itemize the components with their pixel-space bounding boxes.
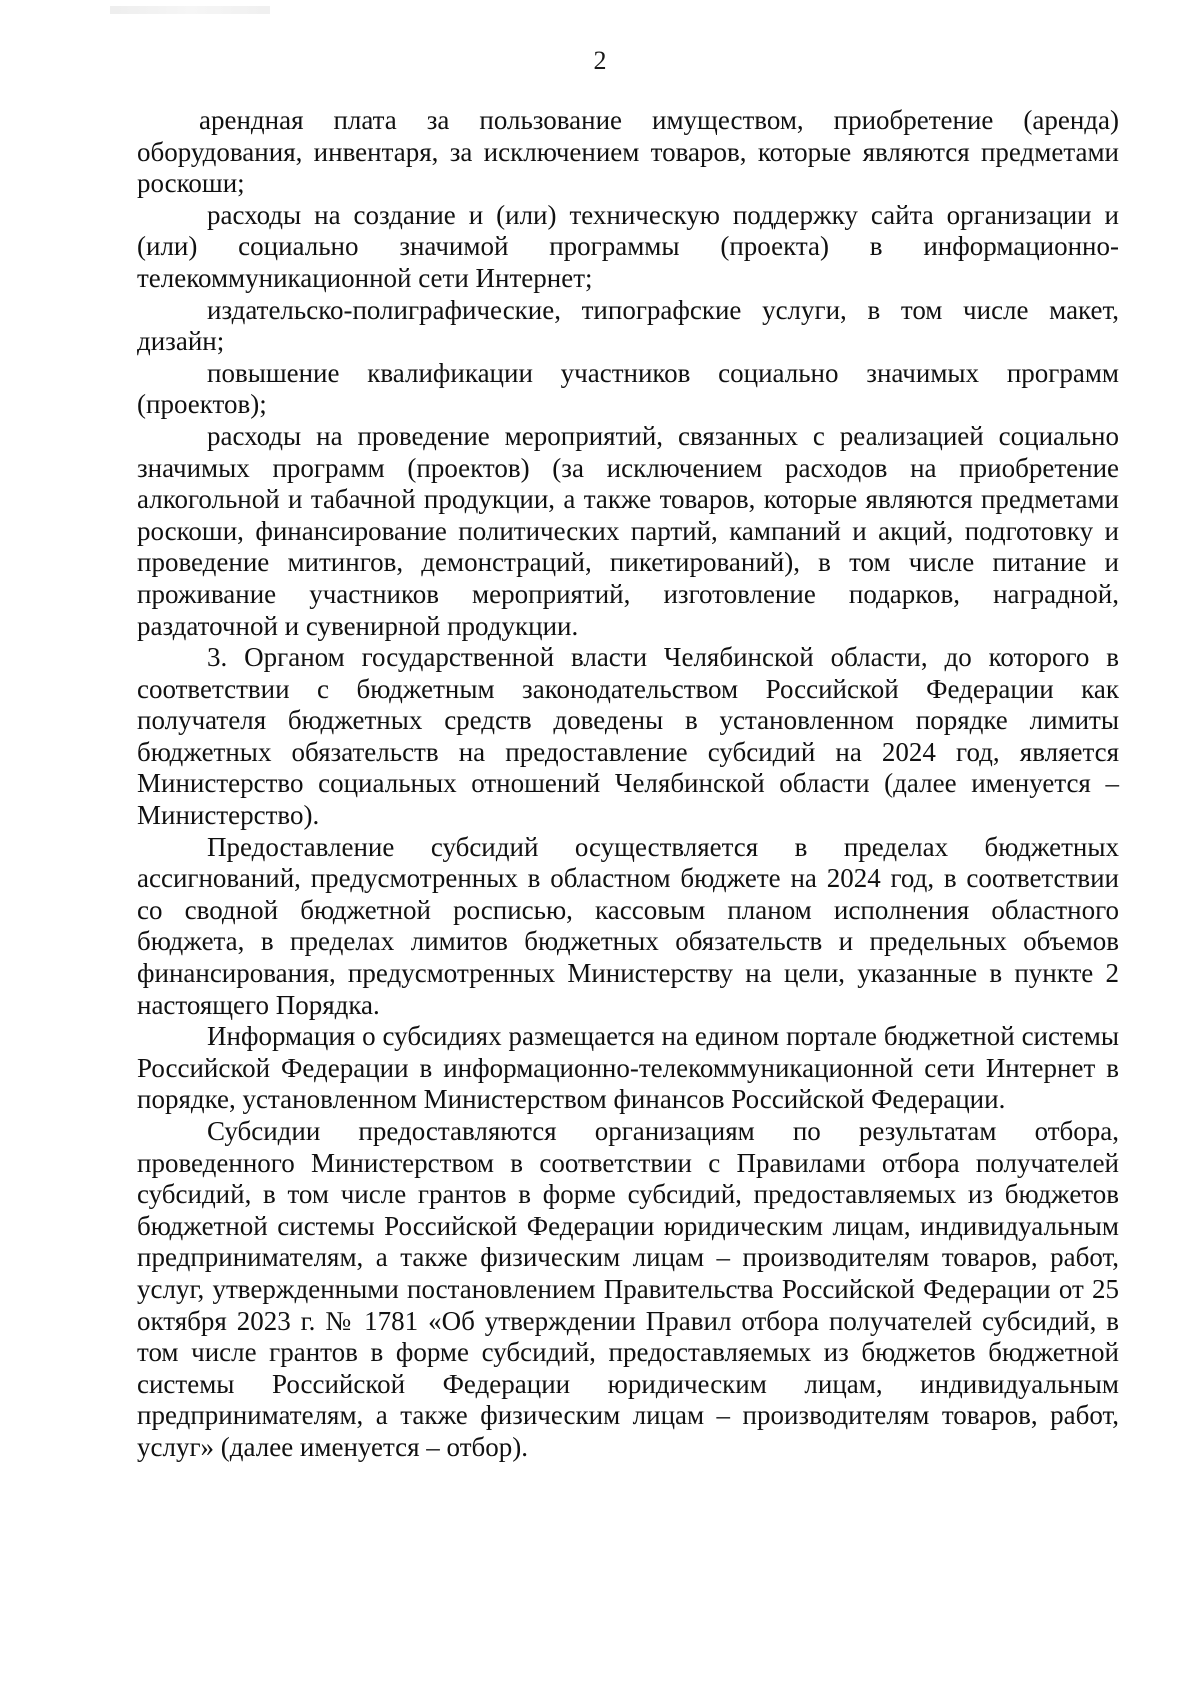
paragraph-provision: Предоставление субсидий осуществляется в пределах бюджетных ассигнований, предусмотренных в областном бюджете на 2024 год, в соответствии со сводной бюджетной росписью, кассовым планом исполнения областного бюджета, в пределах лимитов бюджетных обязательств и предельных объемов финансирования, предусмотренных Министерству на цели, указанные в пункте 2 настоящего Порядка.: [137, 831, 1119, 1020]
paragraph-website: расходы на создание и (или) техническую поддержку сайта организации и (или) социально значимой программы (проекта) в информационно-телекоммуникационной сети Интернет;: [137, 199, 1119, 293]
paragraph-printing: издательско-полиграфические, типографские услуги, в том числе макет, дизайн;: [137, 294, 1119, 357]
scan-artifact: [110, 6, 270, 14]
paragraph-rent: арендная плата за пользование имуществом, приобретение (аренда) оборудования, инвентаря, за исключением товаров, которые являются предметами роскоши;: [137, 105, 1119, 199]
page-number: 2: [593, 46, 607, 75]
paragraph-events: расходы на проведение мероприятий, связанных с реализацией социально значимых программ (проектов) (за исключением расходов на приобретение алкогольной и табачной продукции, а также товаров, которые являются предметами роскоши, финансирование политических партий, кампаний и акций, подготовку и проведение митингов, демонстраций, пикетирований), в том числе питание и проживание участников мероприятий, изготовление подарков, наградной, раздаточной и сувенирной продукции.: [137, 420, 1119, 641]
paragraph-item-3: 3. Органом государственной власти Челябинской области, до которого в соответствии с бюджетным законодательством Российской Федерации как получателя бюджетных средств доведены в установленном порядке лимиты бюджетных обязательств на предоставление субсидий на 2024 год, является Министерство социальных отношений Челябинской области (далее именуется – Министерство).: [137, 642, 1119, 831]
paragraph-training: повышение квалификации участников социально значимых программ (проектов);: [137, 357, 1119, 420]
paragraph-selection: Субсидии предоставляются организациям по результатам отбора, проведенного Министерством в соответствии с Правилами отбора получателей субсидий, в том числе грантов в форме субсидий, предоставляемых из бюджетов бюджетной системы Российской Федерации юридическим лицам, индивидуальным предпринимателям, а также физическим лицам – производителям товаров, работ, услуг, утвержденными постановлением Правительства Российской Федерации от 25 октября 2023 г. № 1781 «Об утверждении Правил отбора получателей субсидий, в том числе грантов в форме субсидий, предоставляемых из бюджетов бюджетной системы Российской Федерации юридическим лицам, индивидуальным предпринимателям, а также физическим лицам – производителям товаров, работ, услуг» (далее именуется – отбор).: [137, 1116, 1119, 1462]
paragraph-information: Информация о субсидиях размещается на едином портале бюджетной системы Российской Федерации в информационно-телекоммуникационной сети Интернет в порядке, установленном Министерством финансов Российской Федерации.: [137, 1021, 1119, 1115]
body-text: [137, 105, 1119, 1464]
